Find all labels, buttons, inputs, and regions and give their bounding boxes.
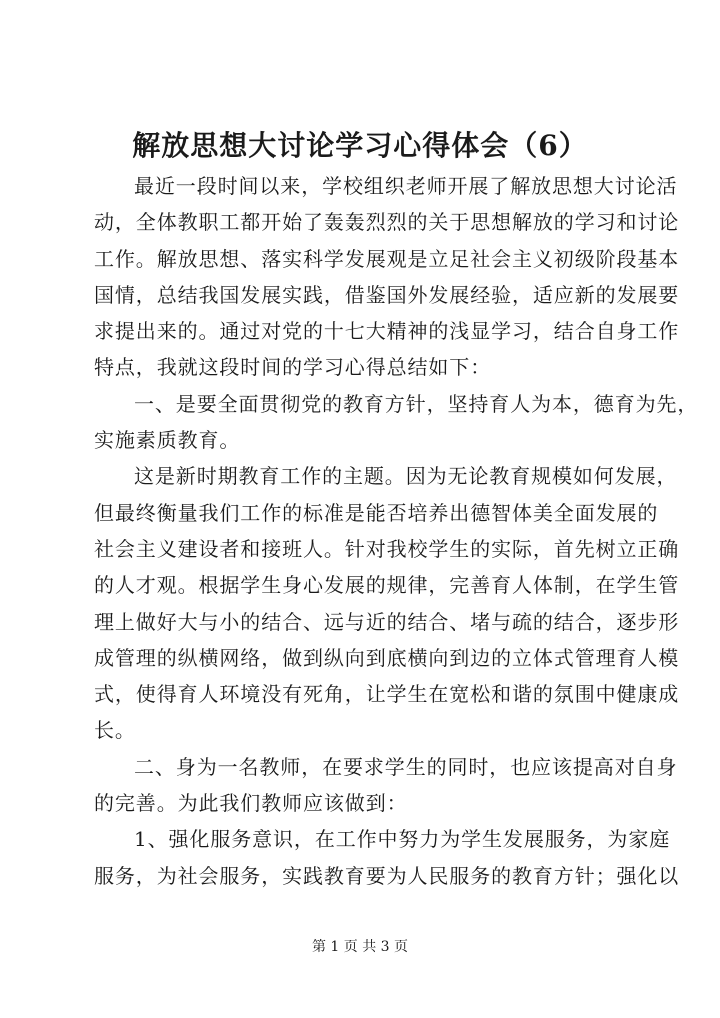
body-line: 长。 [94, 718, 136, 743]
body-line: 成管理的纵横网络，做到纵向到底横向到边的立体式管理育人模 [94, 645, 680, 670]
body-line: 这是新时期教育工作的主题。因为无论教育规模如何发展， [134, 464, 678, 489]
body-line: 国情，总结我国发展实践，借鉴国外发展经验，适应新的发展要 [94, 282, 680, 307]
body-line: 求提出来的。通过对党的十七大精神的浅显学习，结合自身工作 [94, 319, 680, 344]
document-title: 解放思想大讨论学习心得体会（6） [132, 129, 588, 162]
body-line: 特点，我就这段时间的学习心得总结如下： [94, 355, 492, 380]
body-line: 一、是要全面贯彻党的教育方针，坚持育人为本，德育为先， [134, 391, 699, 416]
body-line: 式，使得育人环境没有死角，让学生在宽松和谐的氛围中健康成 [94, 682, 680, 707]
body-line: 理上做好大与小的结合、远与近的结合、堵与疏的结合，逐步形 [94, 609, 680, 634]
document-body [94, 168, 699, 894]
page-number-footer: 第 1 页 共 3 页 [311, 939, 409, 955]
body-line: 工作。解放思想、落实科学发展观是立足社会主义初级阶段基本 [94, 246, 680, 271]
body-line: 的完善。为此我们教师应该做到： [94, 791, 408, 816]
body-line: 最近一段时间以来，学校组织老师开展了解放思想大讨论活 [134, 174, 678, 198]
body-line: 但最终衡量我们工作的标准是能否培养出德智体美全面发展的 [94, 500, 659, 525]
body-line: 的人才观。根据学生身心发展的规律，完善育人体制，在学生管 [94, 573, 680, 598]
body-line: 实施素质教育。 [94, 428, 241, 453]
body-line: 服务，为社会服务，实践教育要为人民服务的教育方针；强化以 [94, 863, 680, 888]
body-line: 1、强化服务意识，在工作中努力为学生发展服务，为家庭 [134, 827, 671, 852]
body-line: 社会主义建设者和接班人。针对我校学生的实际，首先树立正确 [94, 536, 680, 561]
body-line: 二、身为一名教师，在要求学生的同时，也应该提高对自身 [134, 754, 678, 779]
body-line: 动，全体教职工都开始了轰轰烈烈的关于思想解放的学习和讨论 [94, 210, 680, 235]
